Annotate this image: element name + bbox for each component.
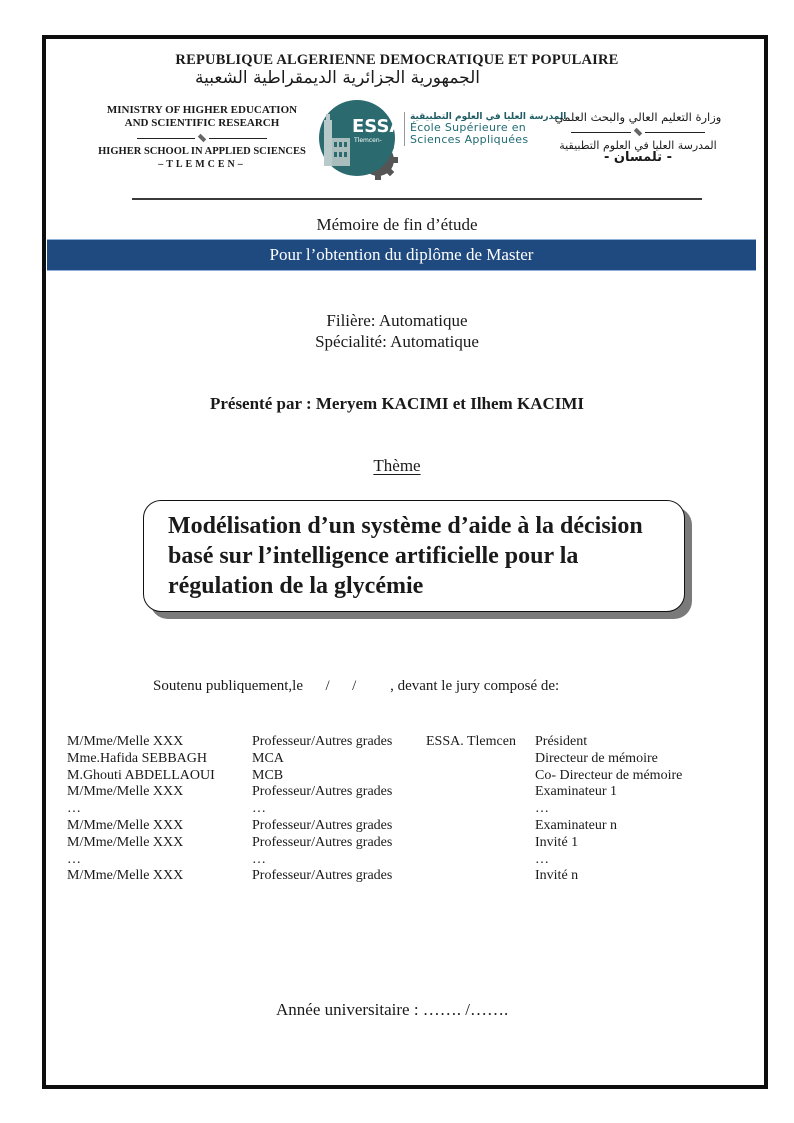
logo-name-fr-line1: École Supérieure en <box>410 121 527 134</box>
jury-table <box>67 734 682 885</box>
svg-text:ESSA: ESSA <box>352 116 400 137</box>
theme-title-line1: Modélisation d’un système d’aide à la décision <box>168 513 643 539</box>
theme-box <box>143 500 685 612</box>
presented-by: Présenté par : Meryem KACIMI et Ilhem KACIMI <box>209 394 585 413</box>
header-rule <box>132 198 702 200</box>
republic-title-ar: الجمهورية الجزائرية الديمقراطية الشعبية <box>195 68 481 88</box>
logo-name-ar: المدرسة العليا في العلوم التطبيقية <box>410 112 567 122</box>
essa-logo-text <box>404 112 566 146</box>
ornament-divider <box>82 134 322 142</box>
ministry-ar: وزارة التعليم العالي والبحث العلمي <box>554 110 722 124</box>
diploma-banner: Pour l’obtention du diplôme de Master <box>47 240 756 270</box>
specialite: Spécialité: Automatique <box>315 332 479 351</box>
essa-logo-icon <box>316 98 400 180</box>
academic-year: Année universitaire : ……. /……. <box>276 1000 509 1019</box>
field-block <box>0 310 794 352</box>
jury-row: M/Mme/Melle XXX Professeur/Autres grades Examinateur 1 <box>67 784 618 800</box>
school-name-ar: المدرسة العليا في العلوم التطبيقية <box>559 139 717 152</box>
ministry-block-ar <box>548 110 728 165</box>
jury-row: M/Mme/Melle XXX Professeur/Autres grades ESSA. Tlemcen Président <box>67 734 588 749</box>
city-ar: - تلمسان - <box>604 150 672 165</box>
defense-statement: Soutenu publiquement,le / / , devant le jury composé de: <box>153 678 560 694</box>
jury-row: M.Ghouti ABDELLAOUI MCB Co- Directeur de mémoire <box>67 767 683 783</box>
ministry-line1: MINISTRY OF HIGHER EDUCATION <box>106 104 298 116</box>
ministry-block-fr <box>82 104 322 171</box>
jury-row: … … … <box>67 851 549 867</box>
jury-row: M/Mme/Melle XXX Professeur/Autres grades Invité n <box>67 868 579 884</box>
filiere: Filière: Automatique <box>326 311 468 330</box>
jury-row: M/Mme/Melle XXX Professeur/Autres grades Examinateur n <box>67 817 618 833</box>
svg-text:Tlemcen-: Tlemcen- <box>354 137 382 144</box>
jury-row: … … … <box>67 801 549 817</box>
republic-title-fr: REPUBLIQUE ALGERIENNE DEMOCRATIQUE ET POPULAIRE <box>175 52 619 68</box>
jury-row: M/Mme/Melle XXX Professeur/Autres grades Invité 1 <box>67 834 579 850</box>
jury-row: Mme.Hafida SEBBAGH MCA Directeur de mémoire <box>67 750 658 766</box>
city-fr: –TLEMCEN– <box>158 159 246 170</box>
ministry-line2: AND SCIENTIFIC RESEARCH <box>124 117 280 129</box>
ornament-divider-ar <box>548 128 728 136</box>
document-type: Mémoire de fin d’étude <box>316 215 478 234</box>
school-name-fr: HIGHER SCHOOL IN APPLIED SCIENCES <box>98 146 306 157</box>
theme-title-line3: régulation de la glycémie <box>168 573 424 599</box>
logo-name-fr-line2: Sciences Appliquées <box>410 133 529 146</box>
theme-title-line2: basé sur l’intelligence artificielle pour la <box>168 543 579 569</box>
theme-label: Thème <box>373 456 421 475</box>
essa-logo <box>316 98 400 180</box>
